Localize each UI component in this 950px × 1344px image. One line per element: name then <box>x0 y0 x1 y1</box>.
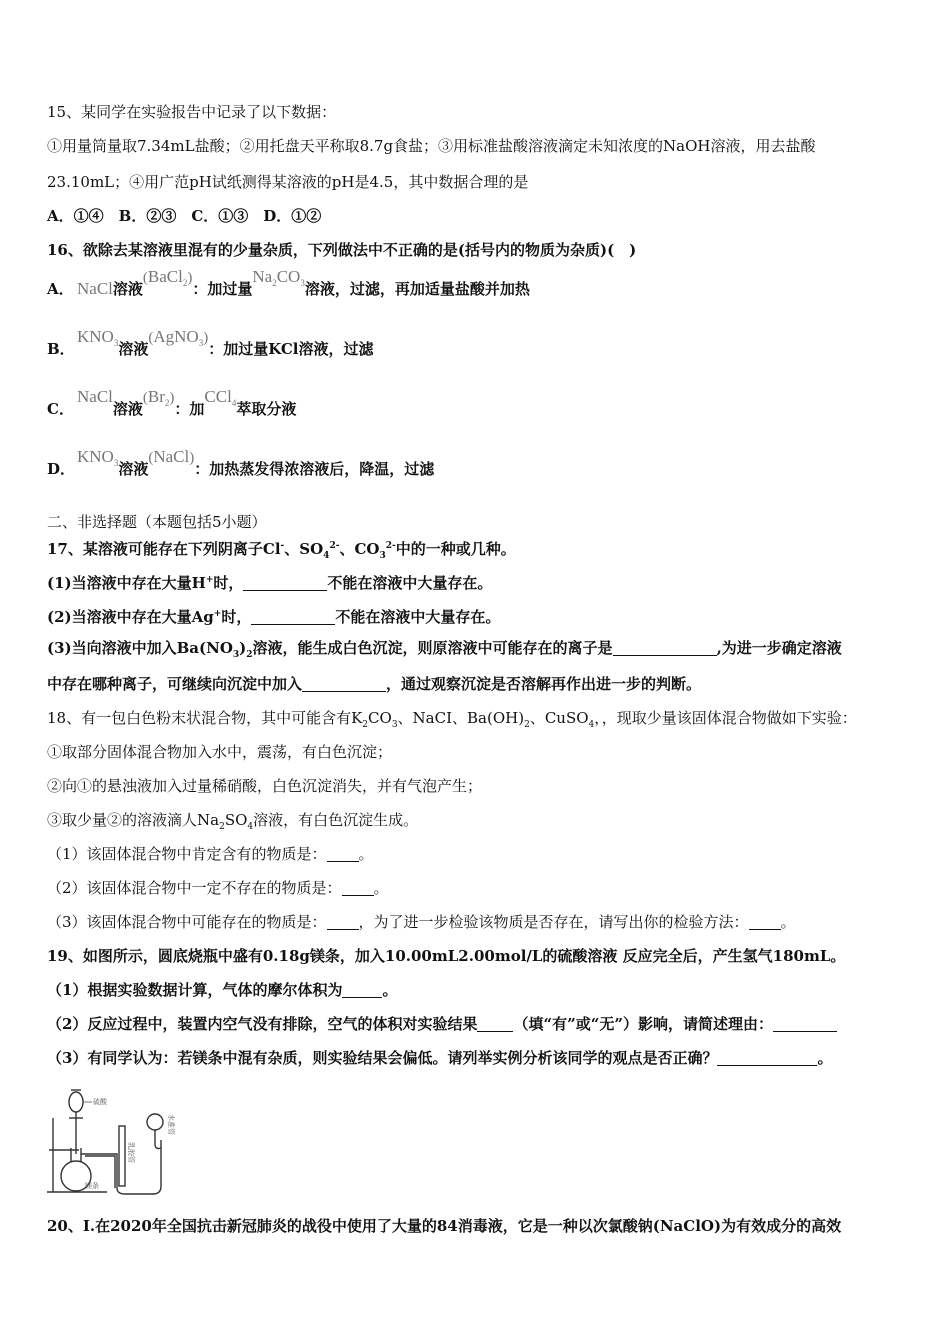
subscript: 3 <box>300 278 305 288</box>
text: 、NaCI、Ba(OH) <box>397 709 525 727</box>
subscript: 3 <box>379 551 386 561</box>
subscript: 3 <box>391 720 398 730</box>
text: （2）反应过程中，装置内空气没有排除，空气的体积对实验结果 <box>47 1015 478 1033</box>
q18-step1: ①取部分固体混合物加入水中，震荡，有白色沉淀； <box>47 743 393 761</box>
text: （2）该固体混合物中一定不存在的物质是： <box>47 879 342 897</box>
text: 不能在溶液中大量存在。 <box>327 574 493 592</box>
text: ：加过量 <box>192 280 253 298</box>
q16-option-d <box>47 447 435 479</box>
subscript: 2 <box>219 822 225 832</box>
answer-blank[interactable] <box>773 1017 837 1032</box>
q18-part1 <box>47 844 910 864</box>
q15-line2: 23.10mL；④用广范pH试纸测得某溶液的pH是4.5，其中数据合理的是 <box>47 173 529 191</box>
solute-formula: KNO <box>77 447 114 466</box>
text: ，，现取少量该固体混合物做如下实验： <box>594 709 857 727</box>
text: 。 <box>373 879 389 897</box>
subscript: 4 <box>588 720 595 730</box>
label-tube: 乳胶管 <box>127 1142 135 1163</box>
q16-option-b <box>47 327 374 359</box>
text: (2)当溶液中存在大量Ag <box>47 608 214 626</box>
text: 。 <box>817 1049 833 1067</box>
q16-option-c <box>47 387 297 419</box>
answer-blank[interactable] <box>613 641 717 656</box>
q19-part1 <box>47 980 910 1000</box>
option-label: D． <box>47 460 76 478</box>
solute-formula: KNO <box>77 327 114 346</box>
reagent-part: CO <box>276 267 301 286</box>
apparatus-figure <box>45 1088 195 1196</box>
reagent-part: CCl <box>204 387 232 406</box>
q16-stem: 16、欲除去某溶液里混有的少量杂质，下列做法中不正确的是(括号内的物质为杂质)( ) <box>47 241 637 259</box>
subscript: 4 <box>247 822 254 832</box>
text: ③取少量②的溶液滴人Na <box>47 811 220 829</box>
answer-blank[interactable] <box>717 1051 817 1066</box>
answer-blank[interactable] <box>251 610 335 625</box>
solute: NaCl <box>77 279 113 298</box>
q19-part2 <box>47 1014 910 1034</box>
answer-blank[interactable] <box>327 915 359 930</box>
text: ，通过观察沉淀是否溶解再作出进一步的判断。 <box>386 675 702 693</box>
text: （3）该固体混合物中可能存在的物质是： <box>47 913 327 931</box>
text: 中的一种或几种。 <box>395 540 516 558</box>
q19-part3 <box>47 1048 910 1068</box>
subscript: 2 <box>272 278 277 288</box>
subscript: 2 <box>524 720 530 730</box>
superscript: + <box>205 575 214 585</box>
subscript: 2 <box>246 650 253 660</box>
subscript: 2 <box>164 398 170 408</box>
text: 。 <box>382 981 398 999</box>
text: 时， <box>221 608 252 626</box>
text: ：加热蒸发得浓溶液后，降温，过滤 <box>194 460 435 478</box>
answer-blank[interactable] <box>327 847 359 862</box>
answer-blank[interactable] <box>749 915 781 930</box>
text: 溶液 <box>112 280 143 298</box>
text: 、SO <box>284 540 324 558</box>
q15-line1: ①用量筒量取7.34mL盐酸；②用托盘天平称取8.7g食盐；③用标准盐酸溶液滴定未知浓度的NaOH溶液，用去盐酸 <box>47 137 816 155</box>
solute: NaCl <box>77 387 113 406</box>
text: 溶液，能生成白色沉淀，则原溶液中可能存在的离子是 <box>252 639 613 657</box>
text: 中存在哪种离子，可继续向沉淀中加入 <box>47 675 303 693</box>
q18-stem <box>47 708 910 735</box>
subscript: 4 <box>231 398 237 408</box>
text: ：加 <box>174 400 205 418</box>
q17-stem <box>47 536 910 566</box>
superscript: - <box>280 541 285 551</box>
text: 时， <box>213 574 244 592</box>
subscript: 3 <box>198 338 204 348</box>
subscript: 4 <box>323 551 330 561</box>
text: 18、有一包白色粉末状混合物，其中可能含有K <box>47 709 363 727</box>
text: 、CuSO <box>529 709 589 727</box>
answer-blank[interactable] <box>477 1017 513 1032</box>
answer-blank[interactable] <box>342 881 374 896</box>
subscript: 3 <box>232 650 240 660</box>
section-title: 二、非选择题（本题包括5小题） <box>47 513 267 531</box>
text: ) <box>239 639 247 657</box>
text: 。 <box>358 845 374 863</box>
q17-part1 <box>47 570 910 593</box>
q18-part3 <box>47 912 910 932</box>
q17-part3 <box>47 638 910 665</box>
answer-blank[interactable] <box>243 576 327 591</box>
label-acid: 硫酸 <box>93 1098 107 1106</box>
text: 、CO <box>339 540 380 558</box>
q18-step2: ②向①的悬浊液加入过量稀硝酸，白色沉淀消失，并有气泡产生； <box>47 777 483 795</box>
superscript: + <box>213 609 222 619</box>
text: 溶液 <box>118 460 149 478</box>
impurity: (BaCl$_2$) <box>142 267 193 288</box>
subscript: 3 <box>113 338 119 348</box>
subscript: 3 <box>113 458 119 468</box>
q18-part2 <box>47 878 910 898</box>
label-level: 水准管 <box>167 1114 175 1135</box>
text: 。 <box>780 913 796 931</box>
superscript: 2- <box>329 541 340 551</box>
impurity: (NaCl) <box>148 447 195 466</box>
q16-option-a <box>47 267 530 299</box>
text: 溶液 <box>118 340 149 358</box>
answer-blank[interactable] <box>342 983 382 998</box>
impurity-formula: BaCl <box>147 267 183 286</box>
text: CO <box>368 709 392 727</box>
reagent-part: Na <box>252 267 273 286</box>
option-label: C． <box>47 400 74 418</box>
text: ，为了进一步检验该物质是否存在，请写出你的检验方法： <box>358 913 749 931</box>
q17-part3-cont <box>47 674 910 694</box>
impurity-formula: AgNO <box>153 327 199 346</box>
solute <box>77 327 118 346</box>
solute <box>77 447 118 466</box>
q15-stem: 15、某同学在实验报告中记录了以下数据： <box>47 103 337 121</box>
text: （3）有同学认为：若镁条中混有杂质，则实验结果会偏低。请列举实例分析该同学的观点是否正确？ <box>47 1049 718 1067</box>
text: 溶液，过滤，再加适量盐酸并加热 <box>304 280 530 298</box>
q17-part2 <box>47 604 910 627</box>
text: (3)当向溶液中加入Ba(NO <box>47 639 233 657</box>
text: 溶液，有白色沉淀生成。 <box>253 811 419 829</box>
impurity-formula: NaCl <box>153 447 190 466</box>
impurity: (AgNO$_3$) <box>148 327 209 348</box>
reagent <box>252 267 304 286</box>
option-label: A． <box>47 280 74 298</box>
text: 萃取分液 <box>236 400 297 418</box>
impurity: $(Br_2)$ <box>142 387 175 408</box>
text: （填“有”或“无”）影响，请简述理由： <box>513 1015 773 1033</box>
subscript: 2 <box>182 278 188 288</box>
text: 溶液 <box>112 400 143 418</box>
subscript: 2 <box>362 720 369 730</box>
text: ：加过量KCl溶液，过滤 <box>208 340 374 358</box>
q18-step3 <box>47 810 910 837</box>
text: 17、某溶液可能存在下列阴离子Cl <box>47 540 281 558</box>
q20-text: 20、I.在2020年全国抗击新冠肺炎的战役中使用了大量的84消毒液，它是一种以次氯酸钠(NaClO)为有效成分的高效 <box>47 1217 842 1235</box>
label-mg: 镁条 <box>85 1182 99 1190</box>
text: （1）该固体混合物中肯定含有的物质是： <box>47 845 327 863</box>
text: （1）根据实验数据计算，气体的摩尔体积为 <box>47 981 343 999</box>
text: SO <box>224 811 248 829</box>
answer-blank[interactable] <box>302 677 386 692</box>
text: (1)当溶液中存在大量H <box>47 574 206 592</box>
text: 不能在溶液中大量存在。 <box>335 608 501 626</box>
q15-options: A．①④ B．②③ C．①③ D．①② <box>47 207 322 225</box>
impurity-formula: Br <box>147 387 165 406</box>
option-label: B． <box>47 340 75 358</box>
superscript: 2- <box>385 541 396 551</box>
text: ,为进一步确定溶液 <box>716 639 842 657</box>
reagent <box>204 387 236 406</box>
q19-stem: 19、如图所示，圆底烧瓶中盛有0.18g镁条，加入10.00mL2.00mol/L的硫酸溶液 反应完全后，产生氢气180mL。 <box>47 947 846 965</box>
